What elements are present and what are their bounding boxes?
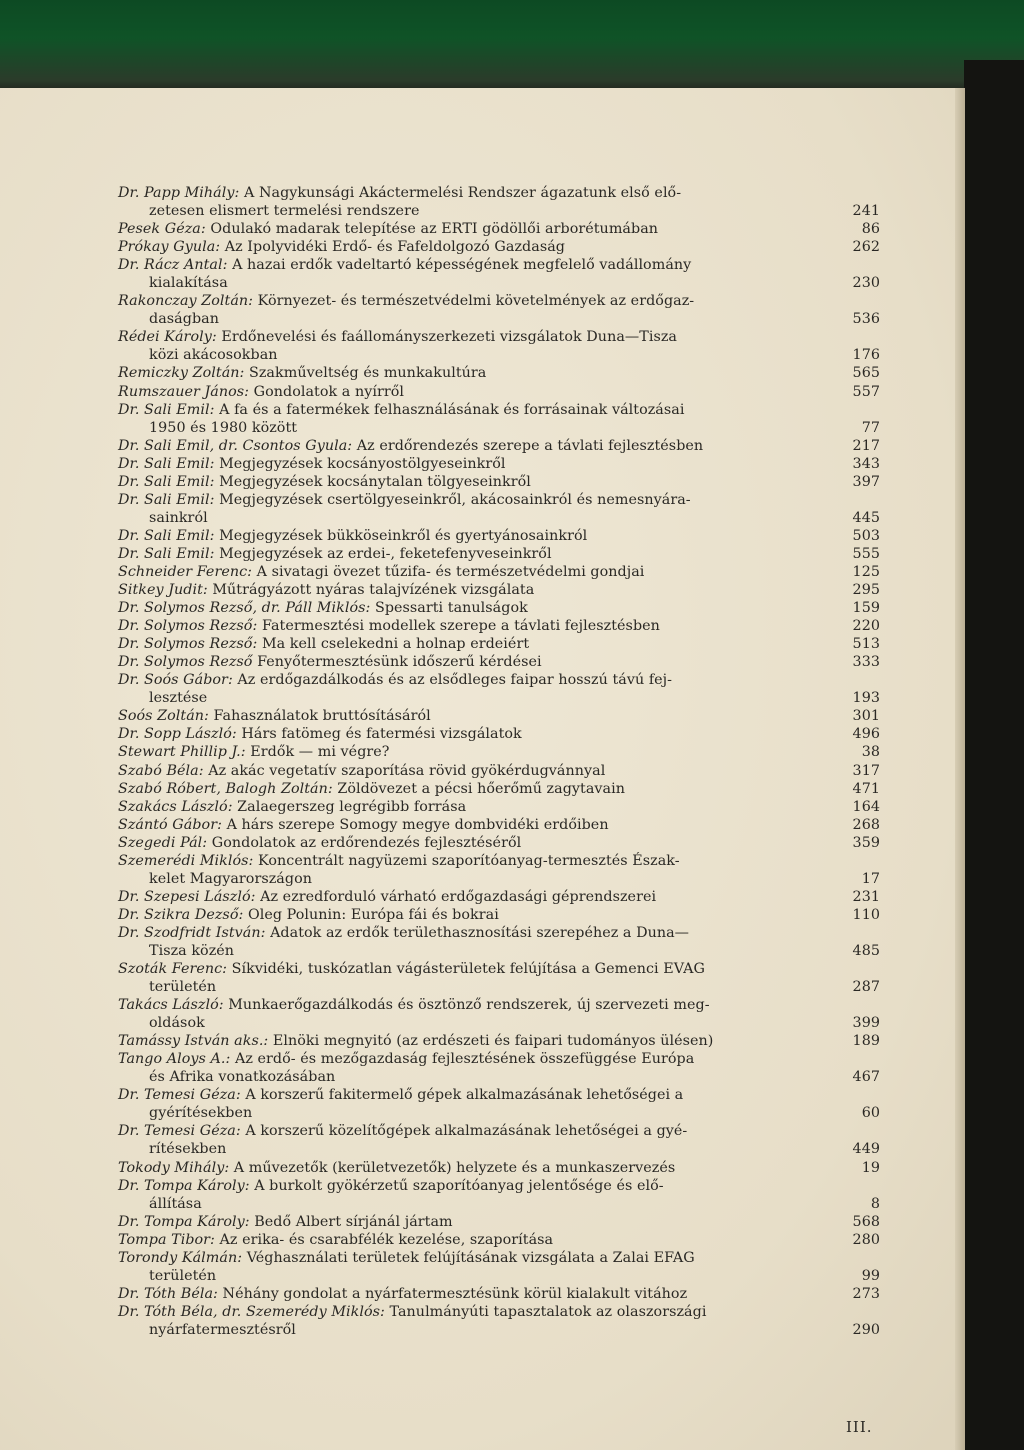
entry-page-number: 445	[852, 509, 880, 526]
entry-author: Dr. Sali Emil:	[118, 473, 215, 490]
entry-first-line	[118, 563, 880, 581]
entry-page-number: 496	[852, 726, 880, 743]
entry-continuation-line	[118, 1321, 880, 1339]
entry-title-text: oldások	[149, 1015, 205, 1032]
entry-first-line	[118, 924, 880, 942]
entry-title-text: Az Ipolyvidéki Erdő- és Fafeldolgozó Gazdaság	[224, 239, 565, 256]
entry-first-line	[118, 256, 880, 274]
entry-page-number: 333	[852, 654, 880, 671]
entry-title-text: Spessarti tanulságok	[374, 600, 528, 617]
entry-author: Dr. Papp Mihály:	[118, 185, 240, 201]
index-entry	[118, 491, 880, 527]
entry-first-line	[118, 328, 880, 346]
page-number: III.	[846, 1418, 873, 1436]
entry-title-text: Odulakó madarak telepítése az ERTI gödöllői arborétumában	[210, 221, 659, 238]
entry-title-text: Az erdőrendezés szerepe a távlati fejlesztésben	[356, 437, 704, 454]
entry-author: Dr. Szodfridt István:	[118, 924, 266, 941]
index-entry	[118, 743, 880, 761]
entry-title-text: Adatok az erdők területhasznosítási szerepéhez a Duna—	[270, 924, 690, 941]
entry-title-text: Az erika- és csarabfélék kezelése, szaporítása	[219, 1231, 554, 1248]
entry-first-line	[118, 762, 880, 780]
entry-first-line	[118, 401, 880, 419]
entry-title-text: sainkról	[149, 509, 208, 526]
entry-first-line	[118, 996, 880, 1014]
entry-continuation-line	[118, 1014, 880, 1032]
entry-page-number: 280	[852, 1231, 880, 1248]
entry-page-number: 110	[852, 906, 880, 923]
entry-title-text: nyárfatermesztésről	[149, 1321, 296, 1338]
entry-first-line	[118, 1213, 880, 1231]
index-entry	[118, 1285, 880, 1303]
entry-title-text: Fatermesztési modellek szerepe a távlati fejlesztésben	[261, 618, 660, 635]
entry-author: Stewart Phillip J.:	[118, 744, 246, 761]
entry-page-number: 399	[852, 1015, 880, 1032]
page-edge	[955, 88, 965, 1450]
entry-title-text: Műtrágyázott nyáras talajvízének vizsgálata	[212, 582, 535, 599]
entry-page-number: 262	[852, 239, 880, 256]
entry-title-text: területén	[149, 979, 217, 996]
entry-title-text: A korszerű közelítőgépek alkalmazásának lehetőségei a gyé-	[245, 1123, 688, 1140]
entry-title-text: Síkvidéki, tuskózatlan vágásterületek felújítása a Gemenci EVAG	[231, 961, 705, 978]
entry-continuation-line	[118, 202, 880, 220]
entry-title-text: gyérítésekben	[149, 1105, 253, 1122]
entry-title-text: A Nagykunsági Akáctermelési Rendszer ágazatunk első elő-	[243, 185, 682, 201]
index-entry	[118, 888, 880, 906]
entry-author: Dr. Sali Emil:	[118, 545, 215, 562]
entry-first-line	[118, 1050, 880, 1068]
index-entry	[118, 473, 880, 491]
entry-page-number: 397	[852, 473, 880, 490]
entry-author: Dr. Solymos Rezső, dr. Páll Miklós:	[118, 600, 371, 617]
entry-first-line	[118, 383, 880, 401]
entry-first-line	[118, 1032, 880, 1050]
entry-page-number: 77	[861, 419, 880, 436]
index-entry	[118, 437, 880, 455]
entry-author: Prókay Gyula:	[118, 239, 221, 256]
index-entry	[118, 256, 880, 292]
entry-first-line	[118, 1086, 880, 1104]
index-entry	[118, 1231, 880, 1249]
entry-first-line	[118, 1285, 880, 1303]
index-entry	[118, 220, 880, 238]
index-entry	[118, 328, 880, 364]
entry-title-text: lesztése	[149, 690, 208, 707]
index-entry	[118, 1177, 880, 1213]
entry-title-text: A sivatagi övezet tűzifa- és természetvédelmi gondjai	[256, 563, 645, 580]
entry-author: Dr. Szikra Dezső:	[118, 906, 244, 923]
entry-first-line	[118, 798, 880, 816]
entry-first-line	[118, 816, 880, 834]
entry-title-text: Megjegyzések csertölgyeseinkről, akácosainkról és nemesnyára-	[219, 491, 691, 508]
entry-title-text: Bedő Albert sírjánál jártam	[254, 1213, 453, 1230]
entry-author: Rakonczay Zoltán:	[118, 293, 254, 310]
entry-page-number: 38	[861, 744, 880, 761]
entry-continuation-line	[118, 1267, 880, 1285]
index-entry	[118, 671, 880, 707]
entry-author: Takács László:	[118, 997, 224, 1014]
entry-page-number: 217	[852, 437, 880, 454]
entry-first-line	[118, 635, 880, 653]
entry-title-text: A korszerű fakitermelő gépek alkalmazásának lehetőségei a	[245, 1087, 684, 1104]
entry-continuation-line	[118, 346, 880, 364]
entry-title-text: Hárs fatömeg és fatermési vizsgálatok	[241, 726, 522, 743]
entry-page-number: 230	[852, 275, 880, 292]
entry-title-text: Az erdő- és mezőgazdaság fejlesztésének összefüggése Európa	[234, 1051, 695, 1068]
entry-page-number: 268	[852, 816, 880, 833]
entry-author: Dr. Soós Gábor:	[118, 672, 233, 689]
entry-author: Dr. Tóth Béla, dr. Szemerédy Miklós:	[118, 1303, 385, 1320]
index-entry	[118, 834, 880, 852]
entry-page-number: 449	[852, 1141, 880, 1158]
entry-page-number: 8	[870, 1195, 880, 1212]
entry-title-text: Megjegyzések az erdei-, feketefenyveseinkről	[219, 545, 552, 562]
entry-page-number: 86	[861, 221, 880, 238]
entry-first-line	[118, 1249, 880, 1267]
entry-continuation-line	[118, 274, 880, 292]
index-entry	[118, 798, 880, 816]
index-entry	[118, 653, 880, 671]
entry-continuation-line	[118, 870, 880, 888]
entry-author: Dr. Sali Emil:	[118, 401, 215, 418]
entry-first-line	[118, 852, 880, 870]
entry-title-text: Szakműveltség és munkakultúra	[249, 365, 487, 382]
entry-first-line	[118, 671, 880, 689]
index-entry	[118, 527, 880, 545]
entry-title-text: Az akác vegetatív szaporítása rövid gyökérdugvánnyal	[208, 762, 606, 779]
entry-title-text: Koncentrált nagyüzemi szaporítóanyag-termesztés Észak-	[258, 852, 680, 869]
entry-first-line	[118, 834, 880, 852]
entry-title-text: 1950 és 1980 között	[149, 419, 298, 436]
index-entry	[118, 1213, 880, 1231]
entry-author: Tamássy István aks.:	[118, 1033, 269, 1050]
entry-page-number: 565	[852, 365, 880, 382]
entry-author: Tompa Tibor:	[118, 1231, 215, 1248]
entry-page-number: 99	[861, 1267, 880, 1284]
entry-title-text: kialakítása	[149, 275, 228, 292]
entry-title-text: kelet Magyarországon	[149, 870, 312, 887]
index-entry	[118, 725, 880, 743]
entry-page-number: 231	[852, 888, 880, 905]
author-index-list	[118, 184, 880, 1339]
entry-author: Szakács László:	[118, 798, 233, 815]
entry-page-number: 467	[852, 1069, 880, 1086]
background-top-band	[0, 0, 1024, 95]
entry-first-line	[118, 545, 880, 563]
index-entry	[118, 455, 880, 473]
entry-page-number: 503	[852, 527, 880, 544]
entry-first-line	[118, 1159, 880, 1177]
entry-first-line	[118, 725, 880, 743]
entry-title-text: A hazai erdők vadeltartó képességének megfelelő vadállomány	[232, 257, 692, 274]
entry-title-text: Fahasználatok bruttósításáról	[213, 708, 431, 725]
index-entry	[118, 996, 880, 1032]
entry-page-number: 17	[861, 870, 880, 887]
entry-continuation-line	[118, 978, 880, 996]
entry-title-text: Néhány gondolat a nyárfatermesztésünk körül kialakult vitához	[222, 1285, 688, 1302]
index-entry	[118, 1086, 880, 1122]
entry-continuation-line	[118, 942, 880, 960]
entry-first-line	[118, 707, 880, 725]
entry-title-text: A burkolt gyökérzetű szaporítóanyag jelentősége és elő-	[254, 1177, 664, 1194]
index-entry	[118, 364, 880, 382]
entry-first-line	[118, 455, 880, 473]
entry-first-line	[118, 437, 880, 455]
entry-title-text: állítása	[149, 1195, 202, 1212]
entry-title-text: A fa és a fatermékek felhasználásának és forrásainak változásai	[219, 401, 685, 418]
entry-title-text: Zalaegerszeg legrégibb forrása	[237, 798, 467, 815]
entry-first-line	[118, 1122, 880, 1140]
entry-page-number: 359	[852, 834, 880, 851]
entry-continuation-line	[118, 689, 880, 707]
entry-page-number: 555	[852, 545, 880, 562]
entry-title-text: Megjegyzések kocsánytalan tölgyeseinkről	[219, 473, 531, 490]
entry-first-line	[118, 1231, 880, 1249]
index-entry	[118, 238, 880, 256]
index-entry	[118, 1050, 880, 1086]
entry-title-text: rítésekben	[149, 1141, 227, 1158]
index-entry	[118, 617, 880, 635]
entry-page-number: 290	[852, 1321, 880, 1338]
entry-page-number: 193	[852, 690, 880, 707]
entry-page-number: 343	[852, 455, 880, 472]
entry-page-number: 485	[852, 942, 880, 959]
entry-author: Szabó Béla:	[118, 762, 204, 779]
entry-continuation-line	[118, 1195, 880, 1213]
index-entry	[118, 852, 880, 888]
index-entry	[118, 599, 880, 617]
index-entry	[118, 635, 880, 653]
entry-page-number: 273	[852, 1285, 880, 1302]
index-entry	[118, 383, 880, 401]
index-entry	[118, 707, 880, 725]
entry-author: Dr. Solymos Rezső:	[118, 636, 258, 653]
entry-author: Szántó Gábor:	[118, 816, 222, 833]
entry-title-text: Oleg Polunin: Európa fái és bokrai	[247, 906, 499, 923]
entry-page-number: 287	[852, 979, 880, 996]
entry-first-line	[118, 1177, 880, 1195]
entry-title-text: daságban	[149, 311, 219, 328]
entry-author: Sitkey Judit:	[118, 582, 208, 599]
index-entry	[118, 563, 880, 581]
entry-author: Schneider Ferenc:	[118, 563, 253, 580]
entry-title-text: Fenyőtermesztésünk időszerű kérdései	[257, 654, 542, 671]
index-entry	[118, 1249, 880, 1285]
entry-continuation-line	[118, 1104, 880, 1122]
entry-title-text: Tisza közén	[149, 942, 235, 959]
entry-first-line	[118, 617, 880, 635]
entry-first-line	[118, 653, 880, 671]
entry-title-text: Zöldövezet a pécsi hőerőmű zagytavain	[337, 780, 625, 797]
entry-title-text: területén	[149, 1267, 217, 1284]
entry-page-number: 164	[852, 798, 880, 815]
entry-author: Szoták Ferenc:	[118, 961, 228, 978]
entry-author: Torondy Kálmán:	[118, 1249, 243, 1266]
entry-first-line	[118, 960, 880, 978]
index-entry	[118, 762, 880, 780]
index-entry	[118, 292, 880, 328]
entry-page-number: 568	[852, 1213, 880, 1230]
index-entry	[118, 1032, 880, 1050]
entry-page-number: 60	[861, 1105, 880, 1122]
entry-title-text: Környezet- és természetvédelmi követelmények az erdőgaz-	[257, 293, 695, 310]
entry-page-number: 301	[852, 708, 880, 725]
entry-title-text: Az ezredforduló várható erdőgazdasági géprendszerei	[260, 888, 657, 905]
entry-page-number: 471	[852, 780, 880, 797]
entry-author: Dr. Tompa Károly:	[118, 1213, 250, 1230]
entry-continuation-line	[118, 509, 880, 527]
entry-title-text: Megjegyzések bükköseinkről és gyertyánosainkról	[219, 527, 588, 544]
entry-page-number: 317	[852, 762, 880, 779]
entry-author: Dr. Sali Emil:	[118, 455, 215, 472]
entry-title-text: Erdők — mi végre?	[250, 744, 390, 761]
entry-first-line	[118, 292, 880, 310]
entry-author: Dr. Temesi Géza:	[118, 1123, 241, 1140]
index-entry	[118, 1303, 880, 1339]
entry-title-text: Tanulmányúti tapasztalatok az olaszországi	[389, 1303, 707, 1320]
entry-author: Rédei Károly:	[118, 329, 217, 346]
entry-author: Tango Aloys A.:	[118, 1051, 231, 1068]
entry-author: Dr. Sali Emil:	[118, 491, 215, 508]
entry-author: Szegedi Pál:	[118, 834, 208, 851]
entry-continuation-line	[118, 310, 880, 328]
entry-continuation-line	[118, 1140, 880, 1158]
entry-page-number: 241	[852, 203, 880, 220]
entry-title-text: Az erdőgazdálkodás és az elsődleges faipar hosszú távú fej-	[237, 672, 673, 689]
entry-page-number: 19	[861, 1159, 880, 1176]
entry-author: Dr. Temesi Géza:	[118, 1087, 241, 1104]
entry-author: Dr. Rácz Antal:	[118, 257, 228, 274]
entry-first-line	[118, 238, 880, 256]
entry-author: Szemerédi Miklós:	[118, 852, 254, 869]
entry-author: Tokody Mihály:	[118, 1159, 230, 1176]
entry-page-number: 295	[852, 582, 880, 599]
entry-title-text: Munkaerőgazdálkodás és ösztönző rendszerek, új szervezeti meg-	[228, 997, 710, 1014]
entry-author: Soós Zoltán:	[118, 708, 209, 725]
entry-continuation-line	[118, 1068, 880, 1086]
entry-first-line	[118, 220, 880, 238]
index-entry	[118, 924, 880, 960]
entry-first-line	[118, 473, 880, 491]
index-entry	[118, 581, 880, 599]
entry-page-number: 159	[852, 600, 880, 617]
entry-author: Dr. Sali Emil, dr. Csontos Gyula:	[118, 437, 353, 454]
entry-first-line	[118, 527, 880, 545]
entry-page-number: 176	[852, 347, 880, 364]
entry-title-text: Gondolatok a nyírről	[253, 383, 405, 400]
index-entry	[118, 545, 880, 563]
entry-author: Dr. Solymos Rezső:	[118, 618, 258, 635]
entry-author: Szabó Róbert, Balogh Zoltán:	[118, 780, 333, 797]
index-entry	[118, 780, 880, 798]
entry-author: Dr. Szepesi László:	[118, 888, 256, 905]
entry-first-line	[118, 491, 880, 509]
index-entry	[118, 1122, 880, 1158]
entry-title-text: A művezetők (kerületvezetők) helyzete és a munkaszervezés	[233, 1159, 676, 1176]
entry-title-text: Erdőnevelési és faállományszerkezeti vizsgálatok Duna—Tisza	[221, 329, 677, 346]
entry-title-text: közi akácosokban	[149, 347, 278, 364]
entry-title-text: és Afrika vonatkozásában	[149, 1069, 336, 1086]
entry-title-text: A hárs szerepe Somogy megye dombvidéki erdőiben	[226, 816, 609, 833]
entry-first-line	[118, 184, 880, 202]
entry-title-text: zetesen elismert termelési rendszere	[149, 203, 420, 220]
entry-author: Dr. Tóth Béla:	[118, 1285, 218, 1302]
entry-page-number: 220	[852, 618, 880, 635]
entry-title-text: Megjegyzések kocsányostölgyeseinkről	[219, 455, 506, 472]
entry-author: Dr. Sopp László:	[118, 726, 237, 743]
entry-first-line	[118, 581, 880, 599]
entry-page-number: 513	[852, 636, 880, 653]
index-entry	[118, 184, 880, 220]
entry-first-line	[118, 364, 880, 382]
entry-title-text: Ma kell cselekedni a holnap erdeiért	[261, 636, 530, 653]
entry-first-line	[118, 780, 880, 798]
entry-author: Dr. Solymos Rezső	[118, 654, 253, 671]
index-entry	[118, 960, 880, 996]
entry-page-number: 189	[852, 1033, 880, 1050]
entry-page-number: 125	[852, 563, 880, 580]
index-entry	[118, 816, 880, 834]
entry-page-number: 536	[852, 311, 880, 328]
entry-author: Dr. Tompa Károly:	[118, 1177, 250, 1194]
entry-title-text: Elnöki megnyitó (az erdészeti és faipari tudományos ülésen)	[272, 1033, 714, 1050]
index-entry	[118, 1159, 880, 1177]
index-entry	[118, 401, 880, 437]
entry-first-line	[118, 888, 880, 906]
entry-first-line	[118, 599, 880, 617]
entry-first-line	[118, 743, 880, 761]
entry-author: Remiczky Zoltán:	[118, 365, 245, 382]
entry-first-line	[118, 906, 880, 924]
entry-continuation-line	[118, 419, 880, 437]
background-dark-edge	[964, 60, 1024, 1450]
entry-page-number: 557	[852, 383, 880, 400]
index-entry	[118, 906, 880, 924]
entry-first-line	[118, 1303, 880, 1321]
entry-title-text: Gondolatok az erdőrendezés fejlesztéséről	[211, 834, 522, 851]
entry-author: Dr. Sali Emil:	[118, 527, 215, 544]
entry-title-text: Véghasználati területek felújításának vizsgálata a Zalai EFAG	[246, 1249, 695, 1266]
entry-author: Rumszauer János:	[118, 383, 249, 400]
entry-author: Pesek Géza:	[118, 221, 206, 238]
